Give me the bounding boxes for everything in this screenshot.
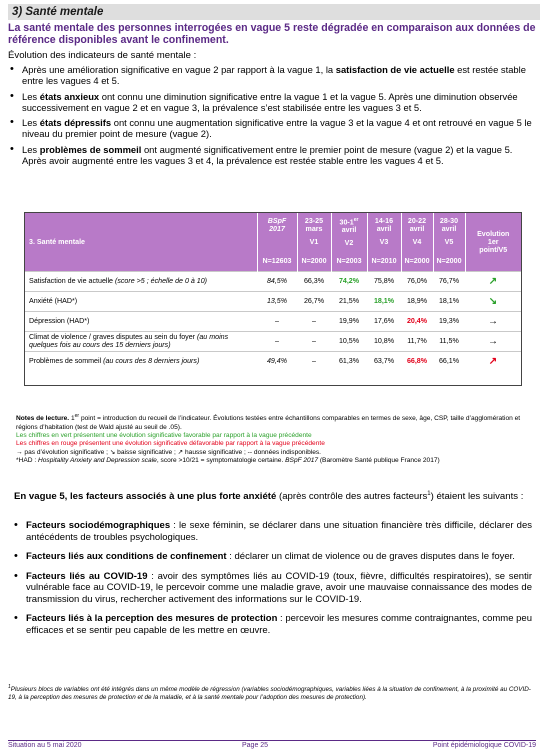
headline: La santé mentale des personnes interrogées en vague 5 reste dégradée en comparaison aux données de référence disponibles avant le confinement. xyxy=(8,22,536,46)
factor-item: • Facteurs sociodémographiques : le sexe féminin, se déclarer dans une situation financière très difficile, déclarer des antécédents de troubles psychologiques. xyxy=(14,520,532,543)
table-cell: 18,1% xyxy=(367,291,401,311)
factors-list xyxy=(14,520,532,644)
had-note: *HAD : Hospitality Anxiety and Depression scale, score >10/21 = symptomatologie certaine. BSpF 2017 (Baromètre Santé publique France 2017) xyxy=(16,457,440,465)
table-cell: 19,9% xyxy=(331,311,367,331)
green-legend: Les chiffres en vert présentent une évolution significative favorable par rapport à la vague précédente xyxy=(16,432,312,439)
footer-date: Situation au 5 mai 2020 xyxy=(8,742,82,749)
sample-size: N=2000 xyxy=(433,257,465,271)
table-cell: 10,8% xyxy=(367,331,401,351)
column-header: 30-1er avril V2 xyxy=(331,213,367,257)
table-cell: 18,1% xyxy=(433,291,465,311)
row-label: Climat de violence / graves disputes au sein du foyer (au moins quelques fois au cours des 15 derniers jours) xyxy=(25,331,257,351)
evolution-arrow-icon: → xyxy=(465,311,521,331)
table-cell: 10,5% xyxy=(331,331,367,351)
table-cell: – xyxy=(257,331,297,351)
column-header: 14-16 avril V3 xyxy=(367,213,401,257)
table-cell: 84,5% xyxy=(257,271,297,291)
sample-size: N=12603 xyxy=(257,257,297,271)
table-cell: 66,1% xyxy=(433,351,465,371)
table-cell: 17,6% xyxy=(367,311,401,331)
column-header: 28-30 avril V5 xyxy=(433,213,465,257)
table-title: 3. Santé mentale xyxy=(25,213,257,271)
table-cell: 76,0% xyxy=(401,271,433,291)
indicator-bullet-list xyxy=(8,64,534,170)
table-body xyxy=(25,271,521,371)
table-row xyxy=(25,331,521,351)
sample-size: N=2000 xyxy=(401,257,433,271)
evolution-header: Evolution 1er point/V5 xyxy=(465,213,521,271)
row-label: Anxiété (HAD*) xyxy=(25,291,257,311)
column-header: 23-25 mars V1 xyxy=(297,213,331,257)
table-notes xyxy=(16,412,532,466)
lecture-note: Notes de lecture. 1er point = introduction du recueil de l’indicateur. Évolutions testées entre échantillons comparables en termes de sexe, âge, CSP, taille d’agglomération et régions d’habitation (test de Wald ajusté au seuil de .05). xyxy=(16,413,521,431)
bullet-item: • Après une amélioration significative en vague 2 par rapport à la vague 1, la satisfaction de vie actuelle est restée stable entre les vagues 4 et 5. xyxy=(8,64,534,87)
row-label: Dépression (HAD*) xyxy=(25,311,257,331)
bullet-item: • Les états anxieux ont connu une diminution significative entre la vague 1 et la vague 5. Après une diminution observée successivement en vague 2 et en vague 3, la prévalence s’est stabilisée entre les vagues 3 et 5. xyxy=(8,91,534,114)
table-cell: 13,5% xyxy=(257,291,297,311)
mental-health-table xyxy=(24,212,522,386)
bullet-item: • Les états dépressifs ont connu une augmentation significative entre la vague 3 et la vague 4 et ont retrouvé en vague 5 le niveau du premier point de mesure (vague 2). xyxy=(8,117,534,140)
page-footer xyxy=(8,740,536,752)
table-cell: 18,9% xyxy=(401,291,433,311)
section-title: 3) Santé mentale xyxy=(8,4,540,20)
table-cell: 21,5% xyxy=(331,291,367,311)
footnote: $^1$Plusieurs blocs de variables ont été intégrés dans un même modèle de régression (variables sociodémographiques, variables liées à la situation de confinement, à la proximité au COVID-19, à la perception des mesures de protection et de la maladie, et à la santé mentale pour l’adoption des mesures de protection). xyxy=(8,684,531,702)
factor-item: • Facteurs liés au COVID-19 : avoir des symptômes liés au COVID-19 (toux, fièvre, difficultés respiratoires), se sentir vulnérable face au COVID-19, le percevoir comme une maladie grave, avoir une mauvaise connaissance des modes de transmission du virus, rechercher activement des informations sur le COVID-19. xyxy=(14,571,532,606)
table-cell: – xyxy=(297,331,331,351)
table-row xyxy=(25,291,521,311)
table-cell: 66,3% xyxy=(297,271,331,291)
table-cell: – xyxy=(257,311,297,331)
factor-item: • Facteurs liés aux conditions de confinement : déclarer un climat de violence ou de graves disputes dans le foyer. xyxy=(14,551,532,563)
footer-publication: Point épidémiologique COVID-19 xyxy=(432,742,536,749)
factor-item: • Facteurs liés à la perception des mesures de protection : percevoir les mesures comme contraignantes, comme peu efficaces et se sentir peu capable de les mettre en œuvre. xyxy=(14,613,532,636)
table-cell: 49,4% xyxy=(257,351,297,371)
table-cell: 20,4% xyxy=(401,311,433,331)
table-cell: 63,7% xyxy=(367,351,401,371)
evolution-arrow-icon: ↘ xyxy=(465,291,521,311)
table-cell: 11,7% xyxy=(401,331,433,351)
arrow-legend: → pas d’évolution significative ; ↘ baisse significative ; ↗ hausse significative ; -- données indisponibles. xyxy=(16,448,321,456)
table-cell: 66,8% xyxy=(401,351,433,371)
evolution-arrow-icon: → xyxy=(465,331,521,351)
table-cell: – xyxy=(297,351,331,371)
table-row xyxy=(25,271,521,291)
row-label: Satisfaction de vie actuelle (score >5 ; échelle de 0 à 10) xyxy=(25,271,257,291)
table-row xyxy=(25,351,521,371)
page-number: Page 25 xyxy=(242,742,269,749)
factors-intro: En vague 5, les facteurs associés à une plus forte anxiété (après contrôle des autres facteurs$^1$) étaient les suivants : xyxy=(14,491,524,503)
sample-size: N=2000 xyxy=(297,257,331,271)
column-header: 20-22 avril V4 xyxy=(401,213,433,257)
table-cell: 74,2% xyxy=(331,271,367,291)
table-row xyxy=(25,311,521,331)
red-legend: Les chiffres en rouge présentent une évolution significative défavorable par rapport à la vague précédente xyxy=(16,440,325,448)
evolution-arrow-icon: ↗ xyxy=(465,351,521,371)
sample-size: N=2010 xyxy=(367,257,401,271)
intro-text: Évolution des indicateurs de santé mentale : xyxy=(8,50,197,61)
sample-size: N=2003 xyxy=(331,257,367,271)
row-label: Problèmes de sommeil (au cours des 8 derniers jours) xyxy=(25,351,257,371)
table-cell: 76,7% xyxy=(433,271,465,291)
bullet-item: • Les problèmes de sommeil ont augmenté significativement entre le premier point de mesure (vague 2) et la vague 5. Après avoir augmenté entre les vagues 3 et 4, la prévalence est restée stable entre les vagues 4 et 5. xyxy=(8,144,534,167)
table-cell: 11,5% xyxy=(433,331,465,351)
table-cell: 26,7% xyxy=(297,291,331,311)
table-cell: – xyxy=(297,311,331,331)
table-cell: 61,3% xyxy=(331,351,367,371)
column-header: BSpF 2017 xyxy=(257,213,297,257)
table-cell: 19,3% xyxy=(433,311,465,331)
table-cell: 75,8% xyxy=(367,271,401,291)
evolution-arrow-icon: ↗ xyxy=(465,271,521,291)
